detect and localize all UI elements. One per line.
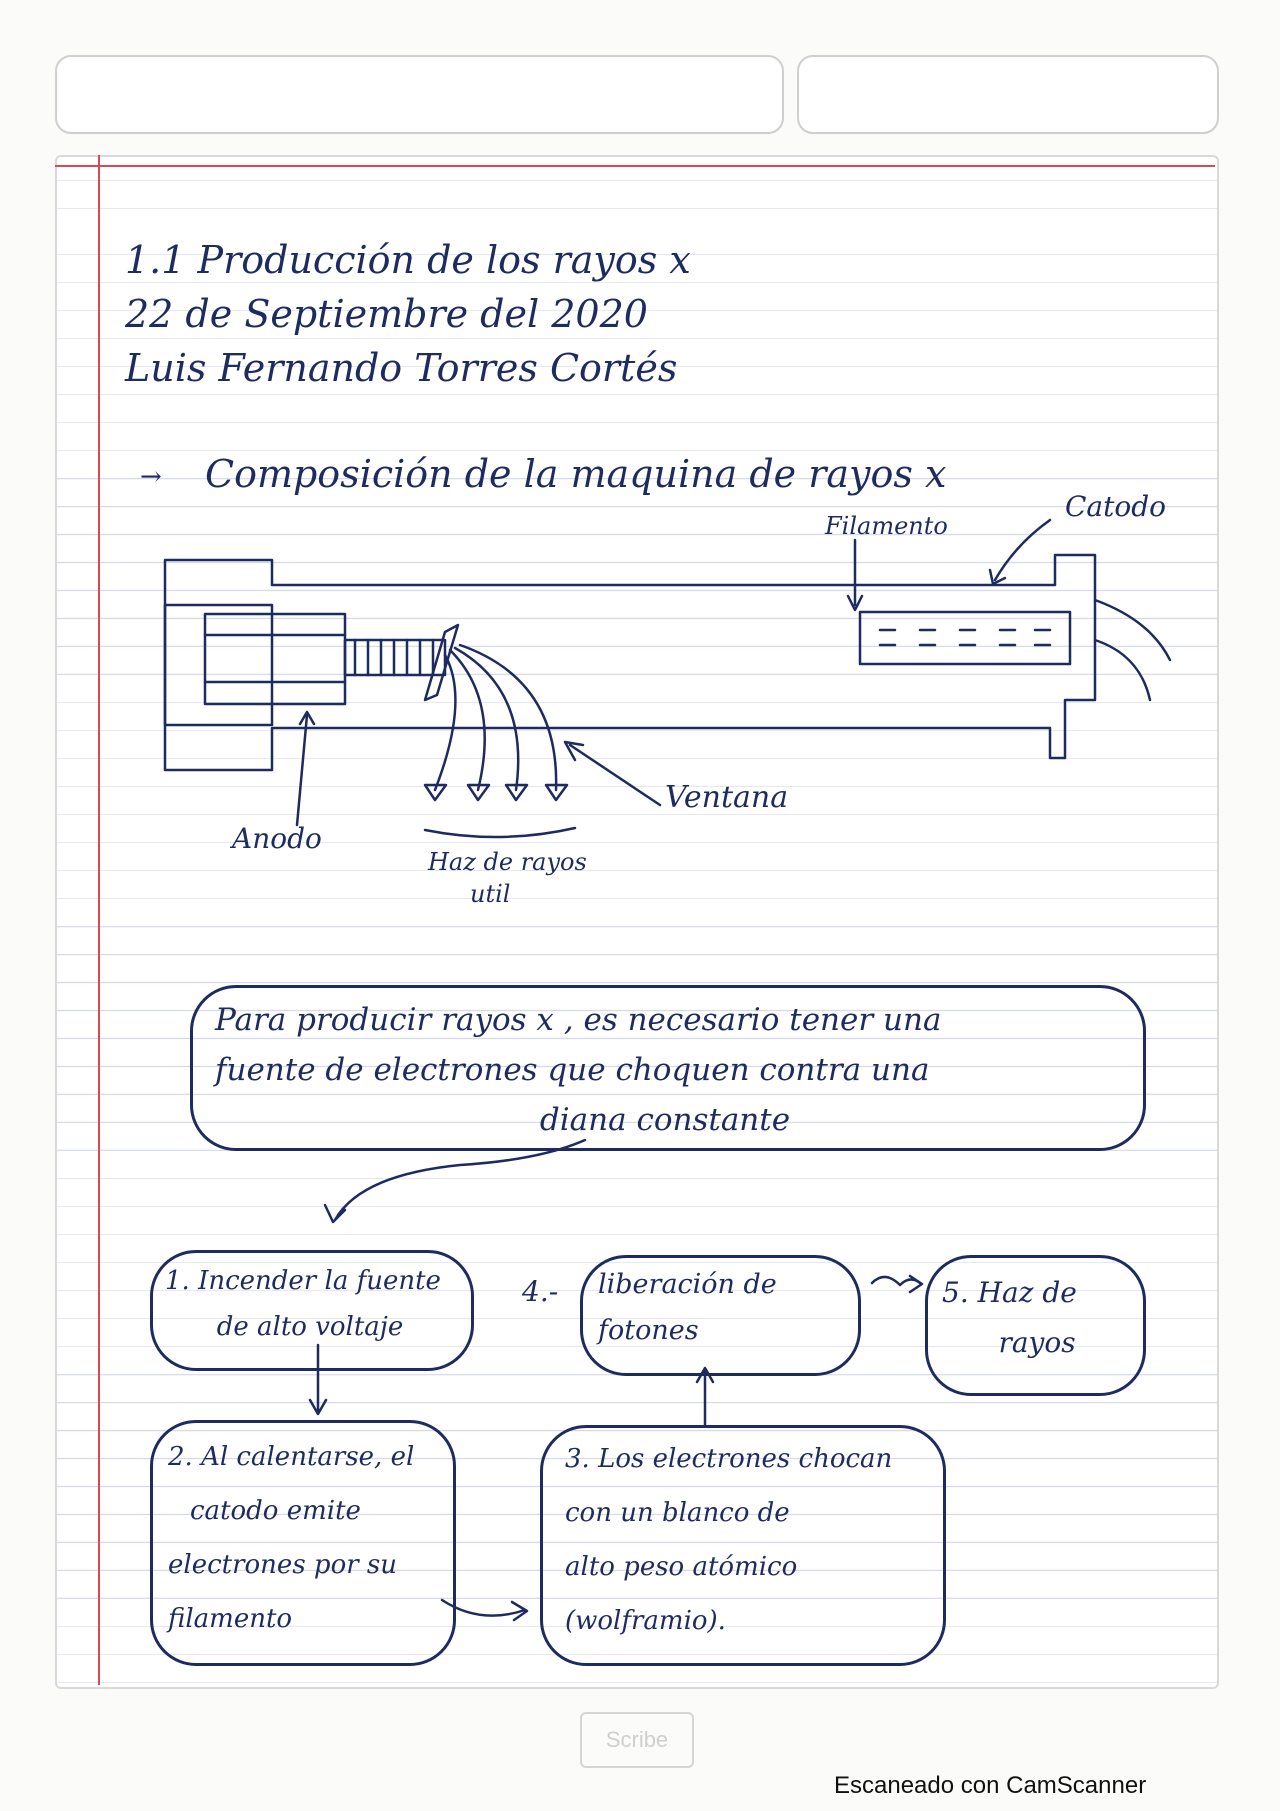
main-concept-line-3: diana constante — [539, 1102, 791, 1138]
heading-author: Luis Fernando Torres Cortés — [125, 346, 678, 390]
step-1-text — [165, 1258, 455, 1350]
step-2-text — [168, 1430, 443, 1646]
heading-date: 22 de Septiembre del 2020 — [125, 292, 648, 336]
main-concept-line-2: fuente de electrones que choquen contra una — [215, 1052, 930, 1088]
step-4-line-1: liberación de — [598, 1269, 777, 1300]
step-4-prefix: 4.- — [522, 1275, 559, 1308]
step-5-line-1: 5. Haz de — [942, 1276, 1077, 1309]
step-4-line-2: fotones — [598, 1315, 699, 1346]
section-title: Composición de la maquina de rayos x — [205, 452, 947, 496]
label-catodo: Catodo — [1065, 490, 1167, 523]
step-4-text — [598, 1262, 848, 1354]
step-3-line-4: (wolframio). — [565, 1606, 726, 1636]
main-concept-line-1: Para producir rayos x , es necesario tener una — [215, 1002, 942, 1038]
step-2-line-2: catodo emite — [190, 1496, 361, 1526]
step-3-text — [565, 1432, 935, 1648]
step-5-text — [942, 1268, 1132, 1368]
step-5-line-2: rayos — [998, 1326, 1076, 1359]
heading-title: 1.1 Producción de los rayos x — [125, 238, 691, 282]
arrow-icon: → — [140, 462, 162, 492]
label-ventana: Ventana — [665, 780, 789, 815]
step-2-line-4: filamento — [168, 1604, 293, 1634]
step-1-line-1: 1. Incender la fuente — [165, 1266, 441, 1296]
step-3-line-1: 3. Los electrones chocan — [565, 1444, 893, 1474]
step-3-line-3: alto peso atómico — [565, 1552, 798, 1582]
step-2-line-1: 2. Al calentarse, el — [168, 1442, 415, 1472]
step-1-line-2: de alto voltaje — [216, 1312, 404, 1342]
label-filamento: Filamento — [825, 512, 948, 540]
scanner-footer: Escaneado con CamScanner — [834, 1772, 1147, 1799]
label-haz-util: util — [470, 880, 511, 908]
step-3-line-2: con un blanco de — [565, 1498, 790, 1528]
main-concept-text — [215, 995, 1115, 1145]
label-anodo: Anodo — [232, 822, 322, 855]
step-2-line-3: electrones por su — [168, 1550, 397, 1580]
scribe-stamp: Scribe — [580, 1712, 694, 1768]
label-haz-rayos: Haz de rayos — [428, 848, 587, 876]
